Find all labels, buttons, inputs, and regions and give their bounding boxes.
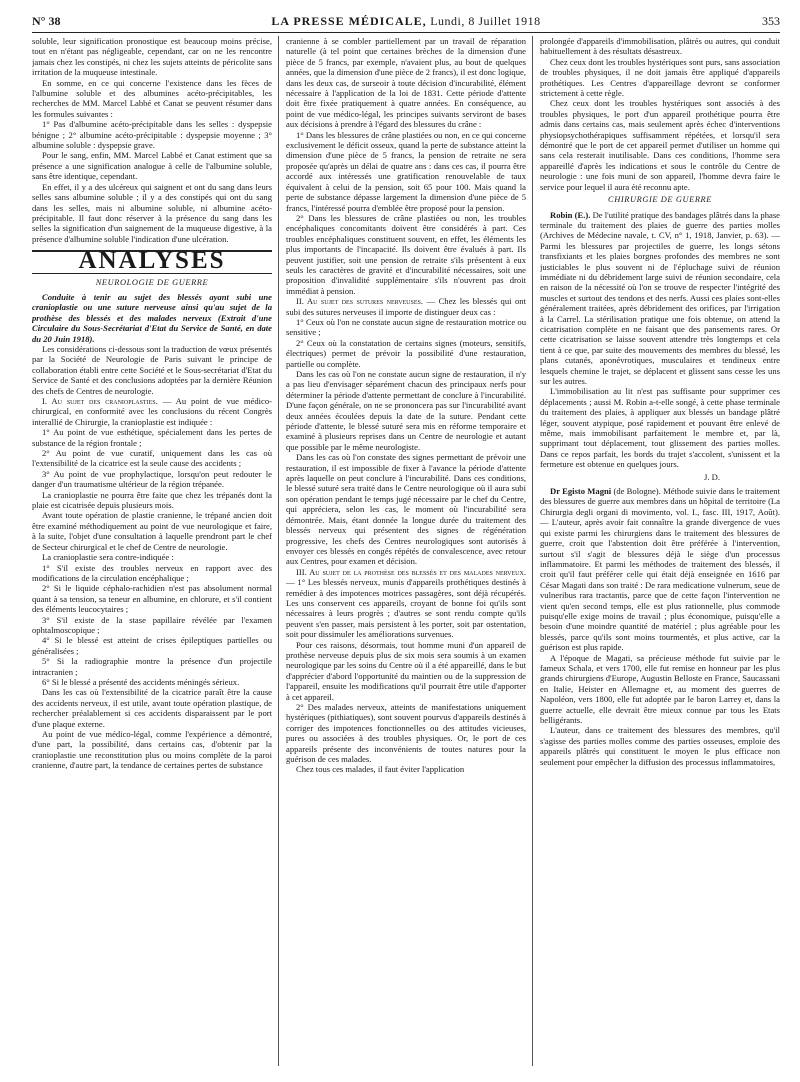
page-number: 353 bbox=[762, 14, 780, 28]
paragraph: Dans les cas où l'on ne constate aucun signe de restauration, il n'y a pas lieu d'envisager séparément chacun des principaux nerfs pour déterminer la période d'attente permettant de conclure à l'incurabilité. D'une façon générale, on ne se prononcera pas sur l'incurabilité avant deux années écoulées depuis la date de la suture. Pendant cette période d'attente, le blessé suturé sera mis en réforme temporaire et examiné à plusieurs reprises dans un Centre de neurologie et autant que possible par le même neurologiste. bbox=[286, 369, 526, 452]
author-name: Dr Egisto Magni bbox=[550, 486, 612, 497]
paragraph: La cranioplastie sera contre-indiquée : bbox=[42, 552, 174, 563]
part-text: — 1° Les blessés nerveux, munis d'appareils prothétiques destinés à remédier à des impotences motrices passagères, sont déjà récupérés. Les uns conservent ces appareils, croyant de bonne foi qu'ils sont nécessaires à leurs progrès ; d'autres se sont rendu compte qu'ils peuvent s'en passer, mais persistent à les porter, soit par ostentation, soit pour dissimuler les améliorations survenues. bbox=[286, 577, 526, 640]
paragraph: cranienne à se combler partiellement par un travail de réparation naturelle (à tel point que certaines brèches de la dimension d'une pièce de 5 francs, par exemple, n'avaient plus, au bout de quelques années, que la dimension d'une pièce de 2 francs), il est donc logique, dans les deux cas, de surseoir à toute décision d'incurabilité, élément nécessaire à l'application de la loi de 1831. Cette période d'attente doit être fixée pratiquement à quatre années. En conséquence, au point de vue médico-légal, les principes suivants serviront de bases aux décisions à prendre à l'égard des blessures du crâne : bbox=[286, 36, 526, 130]
column-1 bbox=[32, 36, 272, 1072]
paragraph: Pour le sang, enfin, MM. Marcel Labbé et Canat estiment que sa présence a une signification analogue à celle de l'albumine soluble, sans être identique, cependant. bbox=[32, 150, 272, 182]
list-item: 3° Au point de vue prophylactique, lorsqu'on peut redouter le danger d'un traumatisme ultérieur de la région trépanée. bbox=[32, 468, 272, 490]
running-title bbox=[32, 14, 780, 29]
paragraph: L'auteur, dans ce traitement des blessures des membres, qu'il s'agisse des parties molles comme des parties osseuses, emploie des appareils plâtrés qui constituent le moyen le plus efficace non seulement pour empêcher la diffusion des processus inflammatoires, bbox=[540, 725, 780, 767]
text-columns bbox=[32, 36, 780, 1072]
issue-date: Lundi, 8 Juillet 1918 bbox=[430, 14, 541, 28]
paragraph bbox=[540, 486, 780, 653]
part-text: — Au point de vue médico-chirurgical, en conformité avec les conclusions du récent Congrès interallié de Chirurgie, la cranioplastie est indiquée : bbox=[32, 396, 272, 427]
paragraph: prolongée d'appareils d'immobilisation, plâtrés ou autres, qui conduit habituellement à des résultats désastreux. bbox=[540, 36, 780, 57]
journal-name: LA PRESSE MÉDICALE, bbox=[271, 14, 427, 28]
list-item: 2° Ceux où la constatation de certains signes (moteurs, sensitifs, électriques) permet de prévoir la possibilité d'une restauration, partielle ou complète. bbox=[286, 337, 526, 369]
list-item: 1° Dans les blessures de crâne plastiées ou non, en ce qui concerne exclusivement le déficit osseux, quand la perte de substance atteint la dimension d'une pièce de 5 francs, la pension de retraite ne sera proposée qu'après un délai de quatre ans : dans ces cas, il pourra être accordé aux intéressés une gratification renouvelable de taux équivalent à celui de la pension, soit 65 pour 100. Mais quand la perte de substance dépasse largement la dimension d'une pièce de 5 francs, l'intéressé pourra d'emblée être proposé pour la pension. bbox=[286, 129, 526, 213]
abstract-text: (de Bologne). Méthode suivie dans le traitement des blessures de guerre aux membres dans un hôpital de territoire (La Chirurgia degli organi di movimento, vol. I., fasc. III, 1917, Août). — L'auteur, après avoir fait connaître la grande divergence de vues qui existe parmi les chirurgiens dans le traitement des blessures de guerre, croit que l'abstention doit être préférée à l'intervention, surtout s'il s'agit de blessures déjà le siège d'un processus inflammatoire. Et parmi les méthodes de traitement des blessés, il croit qu'il faut préférer celle qui était déjà enseignée en 1616 par César Magati dans son traité : De rara medicatione vulnerum, seue de vulneribus rara tractantis, parce que de cette façon l'intervention ne vient qu'en second temps, elle est plus rationnelle, plus commode puisqu'elle exige moins de travail ; plus économique, puisqu'elle a besoin d'une moindre quantité de matériel ; plus agréable pour les blessés, parce qu'ils sont moins tourmentés, et plus active, car la guérison est plus rapide. bbox=[540, 486, 780, 653]
column-divider bbox=[278, 36, 279, 1066]
paragraph bbox=[32, 396, 272, 427]
paragraph: Avant toute opération de plastie cranienne, le trépané ancien doit être examiné méthodiquement au point de vue neurologique et faire, à la suite, l'objet d'une consultation à laquelle prendront part le chef de Secteur chirurgical et le chef de Centre de neurologie. bbox=[32, 510, 272, 552]
paragraph: Chez tous ces malades, il faut éviter l'application bbox=[296, 764, 465, 775]
section-title: ANALYSES bbox=[32, 250, 272, 273]
list-item: 2° Si le liquide céphalo-rachidien n'est pas absolument normal quant à sa tension, sa teneur en albumine, en chlorure, et s'il contient des éléments leucocytaires ; bbox=[32, 583, 272, 615]
list-item: 4° Si le blessé est atteint de crises épileptiques partielles ou généralisées ; bbox=[32, 635, 272, 656]
paragraph: Au point de vue médico-légal, comme l'expérience a démontré, d'une part, la possibilité, dans certains cas, d'obtenir par la cranioplastie une reconstitution plus ou moins complète de la paroi cranienne, d'autre part, la tendance de certaines pertes de substance bbox=[32, 729, 272, 771]
paragraph: 1° Pas d'albumine acéto-précipitable dans les selles : dyspepsie bénigne ; 2° albumine acéto-précipitable : dyspepsie moyenne ; 3° albumine soluble : dyspepsie grave. bbox=[32, 119, 272, 151]
column-2 bbox=[286, 36, 526, 1072]
paragraph: Chez ceux dont les troubles hystériques sont associés à des troubles physiques, le port d'un appareil prothétique pourra être admis dans certains cas, mais seulement après échec d'interventions physiopsychothérapiques suffisamment répétées, et lorsqu'il sera démontré que le port de cet appareil permet d'utiliser un homme qui sans cela resterait inutilisable. Dans ces conditions, l'homme sera appareillé d'après les indications et sous le contrôle du Centre de neurologie : une fois muni de son appareil, l'homme devra faire le service pour lequel il aura été reconnu apte. bbox=[540, 98, 780, 192]
list-item: 1° Ceux où l'on ne constate aucun signe de restauration motrice ou sensitive ; bbox=[286, 316, 526, 338]
list-item: 6° Si le blessé a présenté des accidents méningés sérieux. bbox=[42, 676, 240, 687]
list-item: 1° Au point de vue esthétique, spécialement dans les pertes de substance de la région frontale ; bbox=[32, 427, 272, 448]
journal-page bbox=[32, 12, 780, 1072]
list-item: 2° Au point de vue curatif, uniquement dans les cas où l'extensibilité de la cicatrice est la seule cause des accidents ; bbox=[32, 448, 272, 469]
subsection-title: CHIRURGIE DE GUERRE bbox=[608, 195, 712, 205]
part-text: — Chez les blessés qui ont subi des sutures nerveuses il importe de distinguer deux cas : bbox=[286, 296, 526, 317]
paragraph bbox=[286, 567, 526, 640]
column-divider bbox=[532, 36, 533, 1066]
paragraph: Dans les cas où l'extensibilité de la cicatrice paraît être la cause des accidents nerveux, il est utile, avant toute opération plastique, de rechercher préalablement si ces accidents disparaissent par le port d'une plaque externe. bbox=[32, 687, 272, 729]
part-label: III. Au sujet de la prothèse des blessés et des malades nerveux. bbox=[296, 566, 526, 577]
paragraph: Les considérations ci-dessous sont la traduction de vœux présentés par la Société de Neurologie de Paris suivant le principe de collaboration établi entre cette Société et le Sous-secrétariat d'Etat du Service de Santé et des conclusions adoptées par la dernière Réunion des chefs de Centres de neurologie. bbox=[32, 343, 272, 396]
signature: J. D. bbox=[704, 471, 720, 482]
subsection-title: NEUROLOGIE DE GUERRE bbox=[95, 277, 209, 287]
list-item: 5° Si la radiographie montre la présence d'un projectile intracranien ; bbox=[32, 656, 272, 677]
paragraph: Dans les cas où l'on constate des signes permettant de prévoir une restauration, il est impossible de fixer à l'avance la période d'attente après laquelle on peut conclure à l'incurabilité. Dans ces conditions, le blessé suturé sera traité dans le Centre neurologique où il aura subi son opération pendant le temps jugé nécessaire par le chef du Centre, qui appréciera, selon les cas, le moment où l'incurabilité sera démontrée. Mais, étant donnée la longue durée du traitement des blessés nerveux qui présentent des signes de régénération progressive, les chefs des Centres neurologiques sont autorisés à envoyer ces blessés en congés répétés de convalescence, avec retour aux Centres, pour examen et décision. bbox=[286, 452, 526, 567]
paragraph: A l'époque de Magati, sa précieuse méthode fut suivie par le fameux Schala, et vers 1700, elle fut remise en honneur par les plus grands chirurgiens d'Europe, Augustin Belloste en France, Saucassani en Italie, Heister en Allemagne et, au moment des guerres de Napoléon, vers 1800, elle fut adoptée par le baron Larrey et, dans la guerre actuelle, elle devrait être mieux connue par tous les Etats belligérants. bbox=[540, 652, 780, 725]
page-header bbox=[32, 12, 780, 33]
article-title: Conduite à tenir au sujet des blessés ayant subi une cranioplastie ou une suture nerveuse ainsi qu'au sujet de la prothèse des blessés et des malades nerveux (Extrait d'une Circulaire du Sous-Secrétariat d'Etat du Service de Santé, en date du 20 Juin 1918). bbox=[32, 291, 272, 344]
paragraph bbox=[286, 296, 526, 317]
paragraph: Chez ceux dont les troubles hystériques sont purs, sans association de troubles physiques, il ne doit jamais être appliqué d'appareils prothétiques. Les Centres d'appareillage devront se conformer strictement à cette règle. bbox=[540, 56, 780, 99]
part-label: I. Au sujet des cranioplasties. bbox=[42, 396, 158, 406]
author-name: Robin (E.). bbox=[550, 209, 591, 220]
paragraph: Pour ces raisons, désormais, tout homme muni d'un appareil de prothèse nerveuse depuis plus de six mois sera soumis à un examen neurologique par les soins du Centre où il a été appareillé, dans le but d'apprécier d'abord l'opportunité du maintien ou de la suppression de l'appareil, ensuite les modifications qu'il pourrait être utile d'apporter à cet appareil. bbox=[286, 639, 526, 702]
paragraph bbox=[540, 210, 780, 387]
paragraph: En effet, il y a des ulcéreux qui saignent et ont du sang dans leurs selles sans albumine soluble ; il y a des constipés qui ont du sang dans les selles, mais ni albumine soluble, ni albumine acéto-précipitable. Il faut donc réserver à la présence du sang dans les selles la signification d'un saignement de la muqueuse digestive, à la présence d'albumine soluble l'indication d'une ulcération. bbox=[32, 181, 272, 244]
part-label: II. Au sujet des sutures nerveuses. bbox=[296, 296, 424, 307]
paragraph: En somme, en ce qui concerne l'existence dans les fèces de l'albumine soluble et des albumines acéto-précipitables, les recherches de MM. Marcel Labbé et Canat se peuvent résumer dans les formules suivantes : bbox=[32, 77, 272, 119]
issue-number: N° 38 bbox=[32, 14, 61, 28]
list-item: 3° S'il existe de la stase papillaire révélée par l'examen ophtalmoscopique ; bbox=[32, 614, 272, 635]
paragraph: soluble, leur signification pronostique est beaucoup moins précise, tout en n'étant pas négligeable, cependant, car on ne les rencontre jamais chez les constipés, ni chez les sujets atteints de péricolite sans irritation de la muqueuse intestinale. bbox=[32, 36, 272, 78]
paragraph: L'immobilisation au lit n'est pas suffisante pour supprimer ces déplacements ; aussi M. Robin a-t-elle songé, à cette phase terminale du traitement des plaies, à appliquer aux blessés un bandage plâtré léger, souvent atypique, posé rapidement et pouvant être enlevé de même, mais immobilisant parfaitement le membre et, par là, supprimant tout déplacement, tout glissement des parties molles. Dans ce repos parfait, les bords du trajet s'accolent, s'unissent et la fermeture est obtenue en quelques jours. bbox=[540, 386, 780, 470]
abstract-text: De l'utilité pratique des bandages plâtrés dans la phase terminale du traitement des plaies de guerre des parties molles (Archives de Médecine navale, t. CV, n° 1, 1918, Janvier, p. 63). — Parmi les blessures par projectiles de guerre, les longs sétons transfixiants et les plaies borgnes profondes des membres ne sont justiciables le plus souvent ni de l'épluchage suivi de réunion immédiate ni du débridement large suivi de réunion secondaire, cela en raison de la nécessité où l'on se trouve de respecter l'intégrité des muscles et surtout des tendons et des nerfs. Aussi ces plaies sont-elles généralement traitées, après débridement des orifices, par l'irrigation à la Carrel. La stérilisation pratique une fois obtenue, on attend la cicatrisation complète en ne faisant que des pansements rares. Or cette cicatrisation se laisse souvent attendre très longtemps et cela tient à ce que, par suite des mouvements des membres du blessé, les plans cutanés, aponévrotiques, musculaires et tendineux entre lesquels chemine le trajet, se déplacent et glissent sans cesse les uns sur les autres. bbox=[540, 209, 780, 386]
column-3 bbox=[540, 36, 780, 1072]
paragraph: La cranioplastie ne pourra être faite que chez les trépanés dont la plaie est cicatrisée depuis plusieurs mois. bbox=[32, 489, 272, 511]
list-item: 2° Des malades nerveux, atteints de manifestations uniquement hystériques (pithiatiques), sont souvent pourvus d'appareils destinés à corriger des impotences fonctionnelles ou des attitudes vicieuses, pures ou associées à des troubles physiques. Or, le port de ces appareils présente des inconvénients de toutes natures pour la guérison de ces malades. bbox=[286, 702, 526, 765]
list-item: 2° Dans les blessures de crâne plastiées ou non, les troubles encéphaliques concomitants doivent être considérés à part. Ces troubles encéphaliques constituent souvent, en effet, les éléments les plus importants de l'incapacité. Ils doivent être évalués à part. Ils peuvent justifier, soit une pension de retraite s'ils présentent à eux seuls les caractères de gravité et d'incurabilité nécessaires, soit une proposition d'invalidité supplémentaire s'ils n'ouvrent pas droit immédiat à pension. bbox=[286, 212, 526, 296]
list-item: 1° S'il existe des troubles nerveux en rapport avec des modifications de la circulation encéphalique ; bbox=[32, 562, 272, 583]
